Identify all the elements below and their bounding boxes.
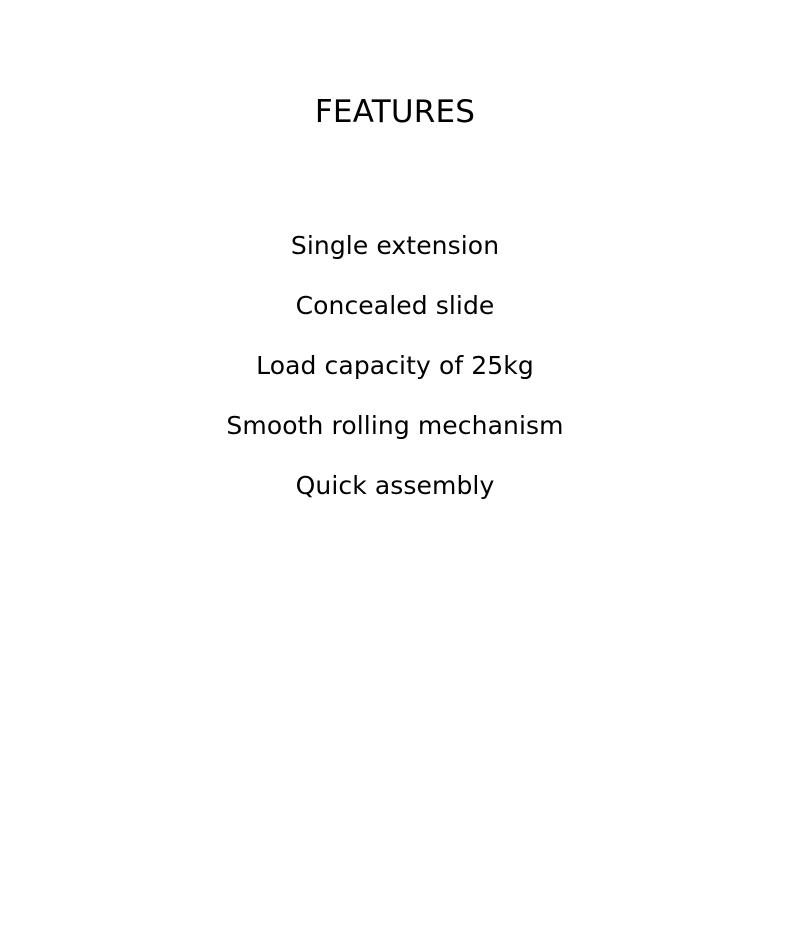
feature-item-load-capacity: Load capacity of 25kg [256,351,534,380]
page-title: FEATURES [314,94,476,130]
feature-list [0,224,790,524]
feature-item-concealed-slide: Concealed slide [295,291,495,320]
feature-item-quick-assembly: Quick assembly [295,471,495,500]
feature-item-smooth-rolling: Smooth rolling mechanism [226,411,564,440]
feature-item-single-extension: Single extension [290,231,500,260]
